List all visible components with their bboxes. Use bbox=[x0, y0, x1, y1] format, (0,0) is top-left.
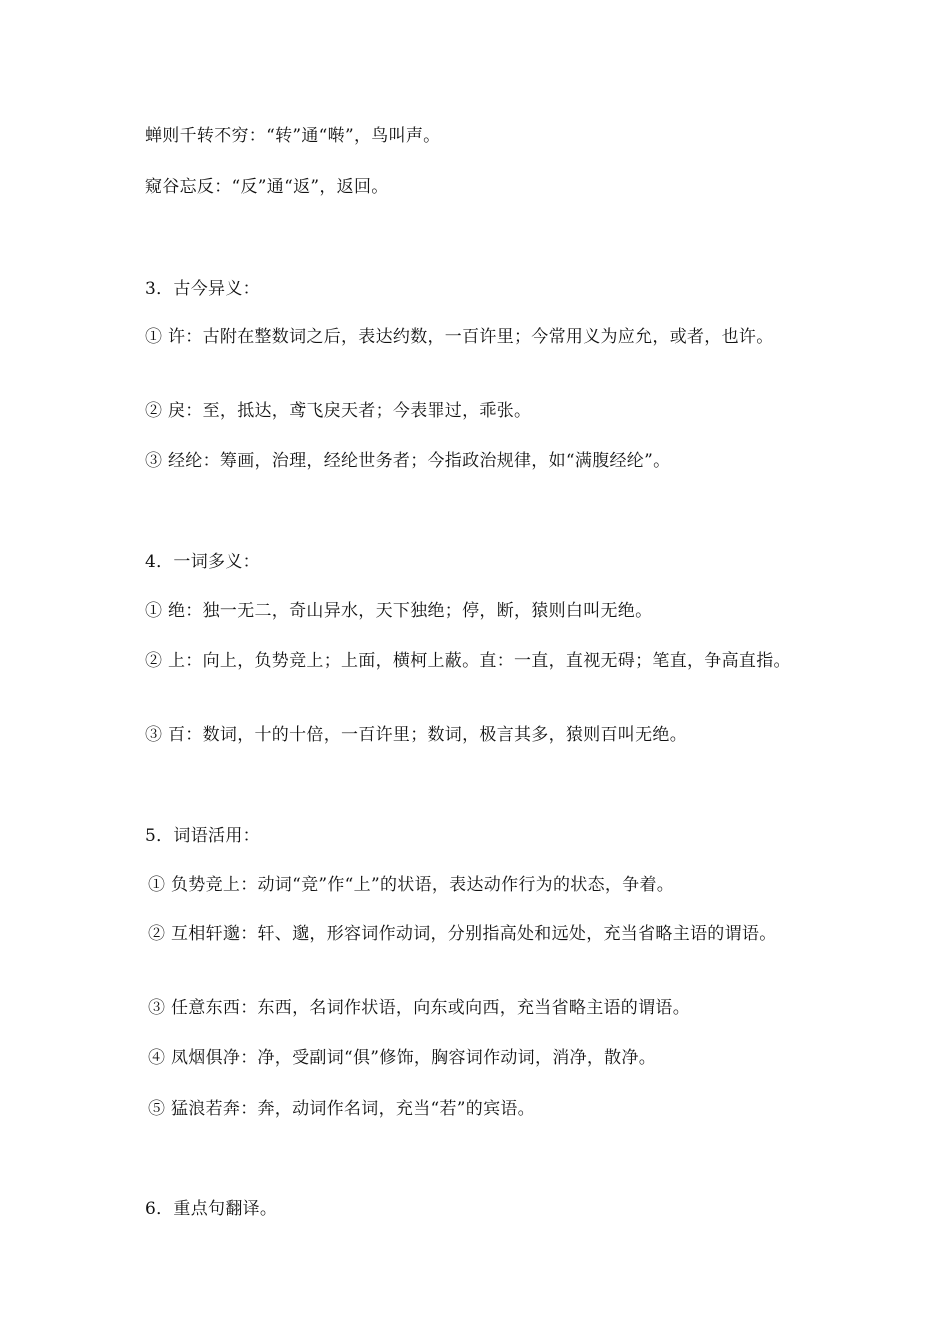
section-3-item-2: ② 戾：至，抵达，鸢飞戾天者；今表罪过，乖张。 bbox=[145, 401, 532, 421]
section-4-item-3: ③ 百：数词，十的十倍，一百许里；数词，极言其多，猿则百叫无绝。 bbox=[145, 725, 688, 745]
section-heading-3: 3．古今异义： bbox=[145, 279, 260, 299]
section-5-item-3: ③ 任意东西：东西，名词作状语，向东或向西，充当省略主语的谓语。 bbox=[148, 998, 691, 1018]
section-3-item-3: ③ 经纶：筹画，治理，经纶世务者；今指政治规律，如“满腹经纶”。 bbox=[145, 451, 671, 471]
note-tongjia-2: 窥谷忘反：“反”通“返”，返回。 bbox=[145, 177, 389, 197]
note-tongjia-1: 蝉则千转不穷：“转”通“啭”，鸟叫声。 bbox=[145, 126, 441, 146]
section-4-item-2: ② 上：向上，负势竞上；上面，横柯上蔽。直：一直，直视无碍；笔直，争高直指。 bbox=[145, 651, 791, 671]
section-heading-6: 6．重点句翻译。 bbox=[145, 1199, 278, 1219]
section-5-item-5: ⑤ 猛浪若奔：奔，动词作名词，充当“若”的宾语。 bbox=[148, 1099, 535, 1119]
section-5-item-1: ① 负势竞上：动词“竞”作“上”的状语，表达动作行为的状态，争着。 bbox=[148, 875, 675, 895]
section-3-item-1: ① 许：古附在整数词之后，表达约数，一百许里；今常用义为应允，或者，也许。 bbox=[145, 327, 774, 347]
section-heading-4: 4．一词多义： bbox=[145, 552, 260, 572]
section-5-item-4: ④ 凤烟俱净：净，受副词“俱”修饰，胸容词作动词，消净，散净。 bbox=[148, 1048, 657, 1068]
section-5-item-2: ② 互相轩邈：轩、邈，形容词作动词，分别指高处和远处，充当省略主语的谓语。 bbox=[148, 924, 777, 944]
section-4-item-1: ① 绝：独一无二，奇山异水，天下独绝；停，断，猿则白叫无绝。 bbox=[145, 601, 653, 621]
section-heading-5: 5．词语活用： bbox=[145, 826, 260, 846]
